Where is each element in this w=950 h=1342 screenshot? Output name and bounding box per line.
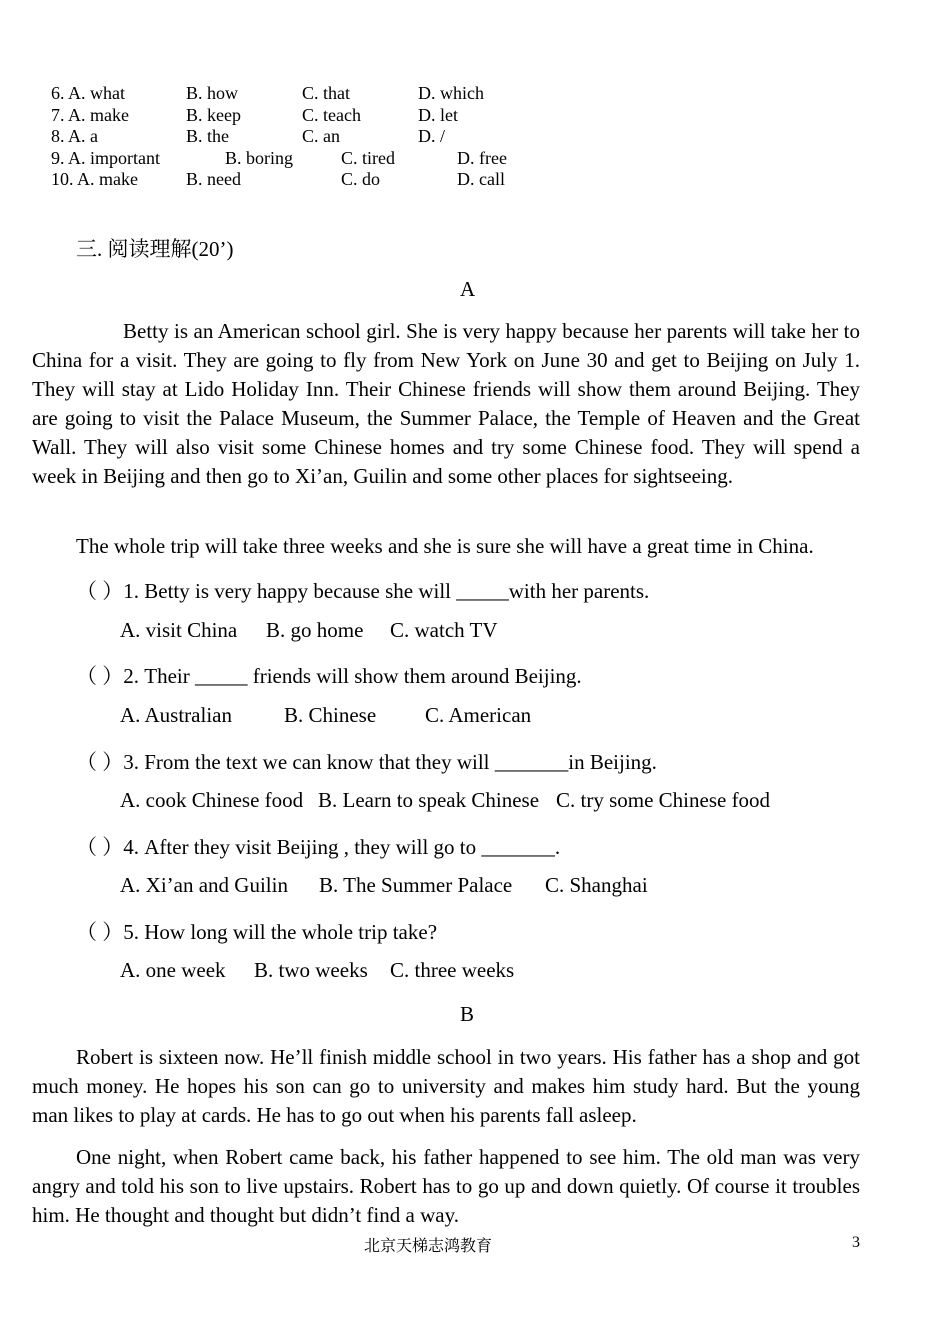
question-5-option-b: B. two weeks <box>254 958 368 982</box>
passage-b-paragraph-1: Robert is sixteen now. He’ll finish middle school in two years. His father has a shop and got much money. He hopes his son can go to university and makes him study hard. But the young man likes to play at cards. He has to go out when his parents fall asleep. <box>32 1045 860 1127</box>
question-4-option-c: C. Shanghai <box>545 873 648 897</box>
question-4-option-b: B. The Summer Palace <box>319 873 513 897</box>
option-7c: C. teach <box>302 105 361 125</box>
question-2: （ ）2. Their _____ friends will show them around Beijing. <box>76 664 582 688</box>
question-1-option-a: A. visit China <box>120 618 238 642</box>
question-4: （ ）4. After they visit Beijing , they will go to _______. <box>76 835 561 859</box>
question-2-option-a: A. Australian <box>120 703 232 727</box>
page-number: 3 <box>852 1234 860 1251</box>
question-2-option-c: C. American <box>425 703 532 727</box>
passage-a-label: A <box>460 277 476 301</box>
question-3: （ ）3. From the text we can know that they will _______in Beijing. <box>76 750 657 774</box>
question-3-option-a: A. cook Chinese food <box>120 788 304 812</box>
question-3-option-b: B. Learn to speak Chinese <box>318 788 540 812</box>
passage-b-label: B <box>460 1002 475 1026</box>
question-2-option-b: B. Chinese <box>284 703 377 727</box>
passage-b-paragraph-2: One night, when Robert came back, his father happened to see him. The old man was very angry and told his son to live upstairs. Robert has to go up and down quietly. Of course it troubles him. He thought and thought but didn’t find a way. <box>32 1145 860 1227</box>
option-8c: C. an <box>302 126 340 146</box>
option-6c: C. that <box>302 83 350 103</box>
question-5-option-c: C. three weeks <box>390 958 515 982</box>
option-6d: D. which <box>418 83 484 103</box>
option-7d: D. let <box>418 105 458 125</box>
option-10b: B. need <box>186 169 241 189</box>
question-1-option-c: C. watch TV <box>390 618 498 642</box>
option-8d: D. / <box>418 126 445 146</box>
option-10c: C. do <box>341 169 381 189</box>
passage-a-paragraph-2: The whole trip will take three weeks and she is sure she will have a great time in China. <box>76 534 814 558</box>
option-10d: D. call <box>457 169 505 189</box>
question-5-option-a: A. one week <box>120 958 226 982</box>
option-9b: B. boring <box>225 148 294 168</box>
question-3-option-c: C. try some Chinese food <box>556 788 771 812</box>
question-1: （ ）1. Betty is very happy because she will _____with her parents. <box>76 579 650 603</box>
passage-a-paragraph-1: Betty is an American school girl. She is very happy because her parents will take her to China for a visit. They are going to fly from New York on June 30 and get to Beijing on July 1. They will stay at Lido Holiday Inn. Their Chinese friends will show them around Beijing. They are going to visit the Palace Museum, the Summer Palace, the Temple of Heaven and the Great Wall. They will also visit some Chinese homes and try some Chinese food. They will spend a week in Beijing and then go to Xi’an, Guilin and some other places for sightseeing. <box>32 319 860 488</box>
footer-organization: 北京天梯志鸿教育 <box>364 1238 493 1255</box>
option-8a: 8. A. a <box>51 126 98 146</box>
option-8b: B. the <box>186 126 229 146</box>
option-9d: D. free <box>457 148 507 168</box>
question-1-option-b: B. go home <box>266 618 364 642</box>
question-5: （ ）5. How long will the whole trip take? <box>76 920 438 944</box>
option-7a: 7. A. make <box>51 105 129 125</box>
section-title: 三. 阅读理解(20’) <box>76 237 234 261</box>
option-7b: B. keep <box>186 105 241 125</box>
option-9c: C. tired <box>341 148 395 168</box>
question-4-option-a: A. Xi’an and Guilin <box>120 873 288 897</box>
option-6b: B. how <box>186 83 239 103</box>
option-9a: 9. A. important <box>51 148 160 168</box>
option-10a: 10. A. make <box>51 169 138 189</box>
option-6a: 6. A. what <box>51 83 125 103</box>
